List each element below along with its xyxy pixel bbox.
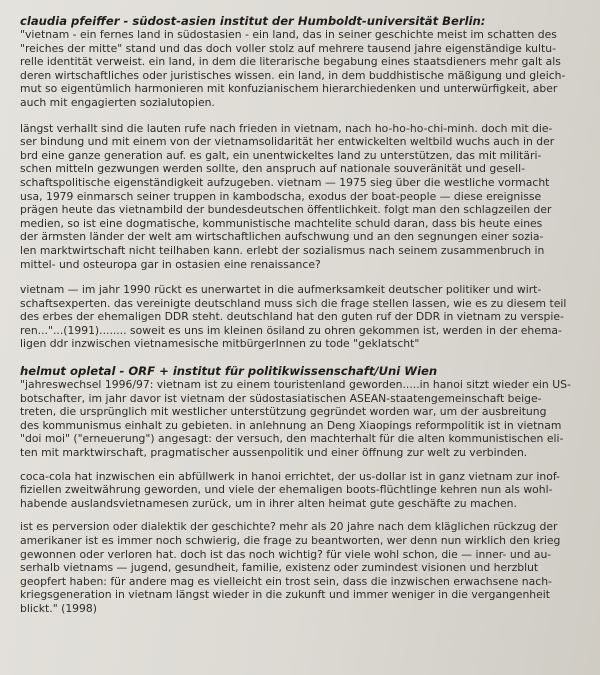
- text-line: medien, so ist eine dogmatische, kommunistische machtelite schuld daran, dass bis heute eines: [20, 216, 543, 230]
- paragraph-coca-cola: [20, 470, 600, 511]
- text-line: geopfert haben: für andere mag es vielleicht ein trost sein, dass die inzwischen erwachsene nach-: [20, 574, 552, 588]
- paragraph-1996: [20, 378, 600, 460]
- text-line: mittel- und osteuropa gar in ostasien eine renaissance?: [20, 257, 321, 271]
- text-line: coca-cola hat inzwischen ein abfüllwerk in hanoi errichtet, der us-dollar ist in ganz vietnam zur inof-: [20, 469, 560, 483]
- text-line: gewonnen oder verloren hat. doch ist das noch wichtig? für viele wohl schon, die — inner- und au-: [20, 547, 552, 561]
- text-line: "jahreswechsel 1996/97: vietnam ist zu einem touristenland geworden.....in hanoi sitzt wieder ein US-: [20, 378, 571, 392]
- text-column: [20, 14, 600, 616]
- text-line: "reiches der mitte" stand und das doch voller stolz auf mehrere tausend jahre eigenständige kultu-: [20, 41, 556, 55]
- text-line: ligen ddr inzwischen vietnamesische mitbürgerInnen zu tode "geklatscht": [20, 337, 420, 351]
- text-line: habende auslandsvietnamesen zurück, um in ihrer alten heimat gute geschäfte zu machen.: [20, 496, 517, 510]
- paragraph-dialectics: [20, 520, 600, 615]
- text-line: des kommunismus einhalt zu gebieten. in anlehnung an Deng Xiaopings reformpolitik ist in vietnam: [20, 418, 562, 432]
- text-line: ser bindung und mit einem von der vietnamsolidarität her entwickelten weltbild wuchs auch in der: [20, 135, 555, 149]
- text-line: prägen heute das vietnambild der bundesdeutschen öffentlichkeit. folgt man den schlagzeilen der: [20, 203, 552, 217]
- text-line: amerikaner ist es immer noch schwierig, die frage zu beantworten, wer denn nun wirklich den krieg: [20, 534, 561, 547]
- text-line: schaftsexperten. das vereinigte deutschland muss sich die frage stellen lassen, wie es zu diesem teil: [20, 296, 567, 310]
- text-line: auch mit engagierten sozialutopien.: [20, 95, 215, 109]
- text-line: vietnam — im jahr 1990 rückt es unerwartet in die aufmerksamkeit deutscher politiker und wirt-: [20, 283, 542, 297]
- text-line: len marktwirtschaft nicht teilhaben kann. erlebt der sozialismus nach seinem zusammenbruch in: [20, 243, 545, 257]
- text-line: ren..."...(1991)........ soweit es uns im kleinen ösiland zu ohren gekommen ist, werden in der ehema-: [20, 323, 562, 337]
- author-heading-opletal: helmut opletal - ORF + institut für politikwissenschaft/Uni Wien: [20, 364, 438, 379]
- text-line: "doi moi" ("erneuerung") angesagt: der versuch, den machterhalt für die alten kommunistischen eli-: [20, 432, 564, 446]
- text-line: ten mit marktwirschaft, pragmatischer aussenpolitik und einer öffnung zur welt zu verbinden.: [20, 446, 528, 460]
- text-line: "vietnam - ein fernes land in südostasien - ein land, das in seiner geschichte meist im schatten des: [20, 28, 557, 41]
- text-line: mut so eigentümlich harmonieren mit konfuzianischem hierarchiedenken und unterwürfigkeit, aber: [20, 82, 558, 96]
- paragraph-intro: [20, 28, 600, 110]
- text-line: ist es perversion oder dialektik der geschichte? mehr als 20 jahre nach dem kläglichen rückzug der: [20, 520, 558, 534]
- text-line: längst verhallt sind die lauten rufe nach frieden in vietnam, nach ho-ho-ho-chi-minh. doch mit die-: [20, 121, 553, 135]
- text-line: der ärmsten länder der welt am wirtschaftlichen aufschwung und an den segnungen einer sozia-: [20, 230, 544, 244]
- text-line: fiziellen zweitwährung geworden, und viele der ehemaligen boots-flüchtlinge kehren nun als wohl-: [20, 483, 553, 497]
- text-line: des erbes der ehemaligen DDR steht. deutschland hat den guten ruf der DDR in vietnam zu verspie-: [20, 310, 564, 324]
- text-line: schen mitteln gezwungen werden sollte, den anspruch auf nationale souveränität und gesell-: [20, 162, 526, 176]
- text-line: relle identität verweist. ein land, in dem die literarische begabung eines staatsdieners mehr galt als: [20, 55, 561, 69]
- text-line: usa, 1979 einmarsch seiner truppen in kambodscha, exodus der boat-people — diese ereignisse: [20, 189, 542, 203]
- text-line: serhalb vietnams — jugend, gesundheit, familie, existenz oder zumindest visionen und herzblut: [20, 561, 539, 575]
- text-line: botschafter, im jahr davor ist vietnam der südostasiatischen ASEAN-staatengemeinschaft beige-: [20, 391, 542, 405]
- text-line: blickt." (1998): [20, 601, 98, 615]
- text-line: brd eine ganze generation auf. es galt, ein unentwickeltes land zu unterstützen, das mit militäri-: [20, 148, 542, 162]
- text-line: schaftspolitische eigenständigkeit aufzugeben. vietnam — 1975 sieg über die westliche vormacht: [20, 175, 550, 189]
- paragraph-history: [20, 122, 600, 272]
- author-heading-pfeiffer: claudia pfeiffer - südost-asien institut der Humboldt-universität Berlin:: [20, 14, 486, 28]
- text-line: deren wirtschaftliches oder juristisches wissen. ein land, in dem buddhistische mäßigung und gleich-: [20, 68, 566, 82]
- text-line: kriegsgeneration in vietnam längst wieder in die zukunft und immer weniger in die vergangenheit: [20, 588, 551, 602]
- text-line: treten, die ursprünglich mit westlicher unterstützung gegründet worden war, um der ausbreitung: [20, 405, 547, 419]
- paragraph-1990: [20, 283, 600, 351]
